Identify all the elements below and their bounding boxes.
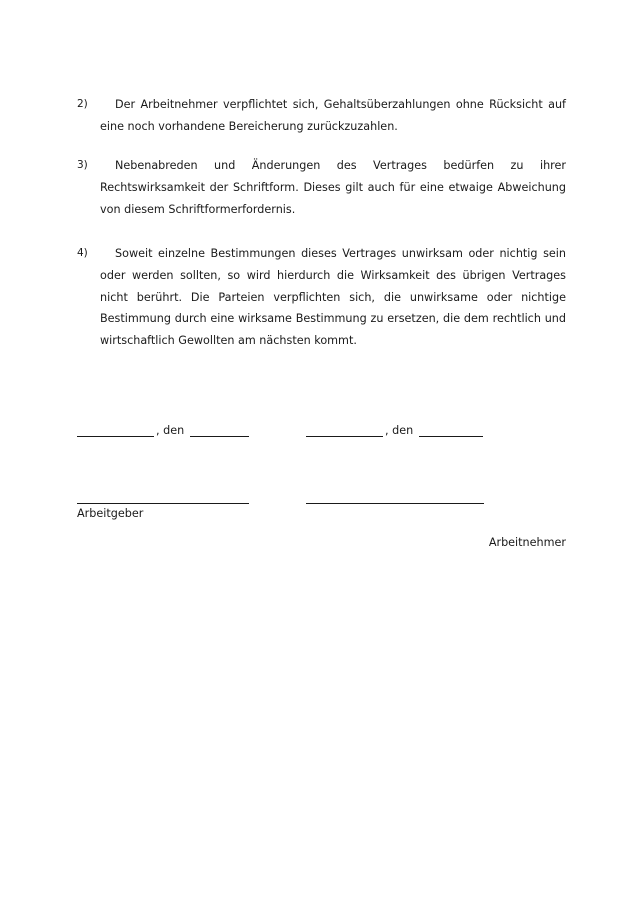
clause-number: 3) [77, 159, 88, 171]
place-line-left [77, 436, 154, 437]
clause-3 [77, 155, 566, 220]
place-line-right [306, 436, 383, 437]
clause-text: Nebenabreden und Änderungen des Vertrages bedürfen zu ihrer Rechtswirksamkeit der Schriftform. Dieses gilt auch für eine etwaige Abweichung von diesem Schriftformerfordernis. [100, 159, 566, 216]
clause-number: 4) [77, 247, 88, 259]
signature-line-employee [306, 503, 484, 504]
clause-text: Soweit einzelne Bestimmungen dieses Vertrages unwirksam oder nichtig sein oder werden sollten, so wird hierdurch die Wirksamkeit des übrigen Vertrages nicht berührt. Die Parteien verpflichten sich, die unwirksame oder nichtige Bestimmung durch eine wirksame Bestimmung zu ersetzen, die dem rechtlich und wirtschaftlich Gewollten am nächsten kommt. [100, 247, 566, 348]
clause-4 [77, 243, 566, 352]
den-label-left: , den [156, 424, 185, 437]
employee-label: Arbeitnehmer [488, 536, 566, 549]
signature-line-employer [77, 503, 249, 504]
den-label-right: , den [385, 424, 414, 437]
date-line-left [190, 436, 249, 437]
clause-number: 2) [77, 98, 88, 110]
date-line-right [419, 436, 483, 437]
employer-label: Arbeitgeber [77, 507, 144, 520]
clause-text: Der Arbeitnehmer verpflichtet sich, Gehaltsüberzahlungen ohne Rücksicht auf eine noch vorhandene Bereicherung zurückzuzahlen. [100, 98, 566, 133]
clause-2 [77, 94, 566, 138]
